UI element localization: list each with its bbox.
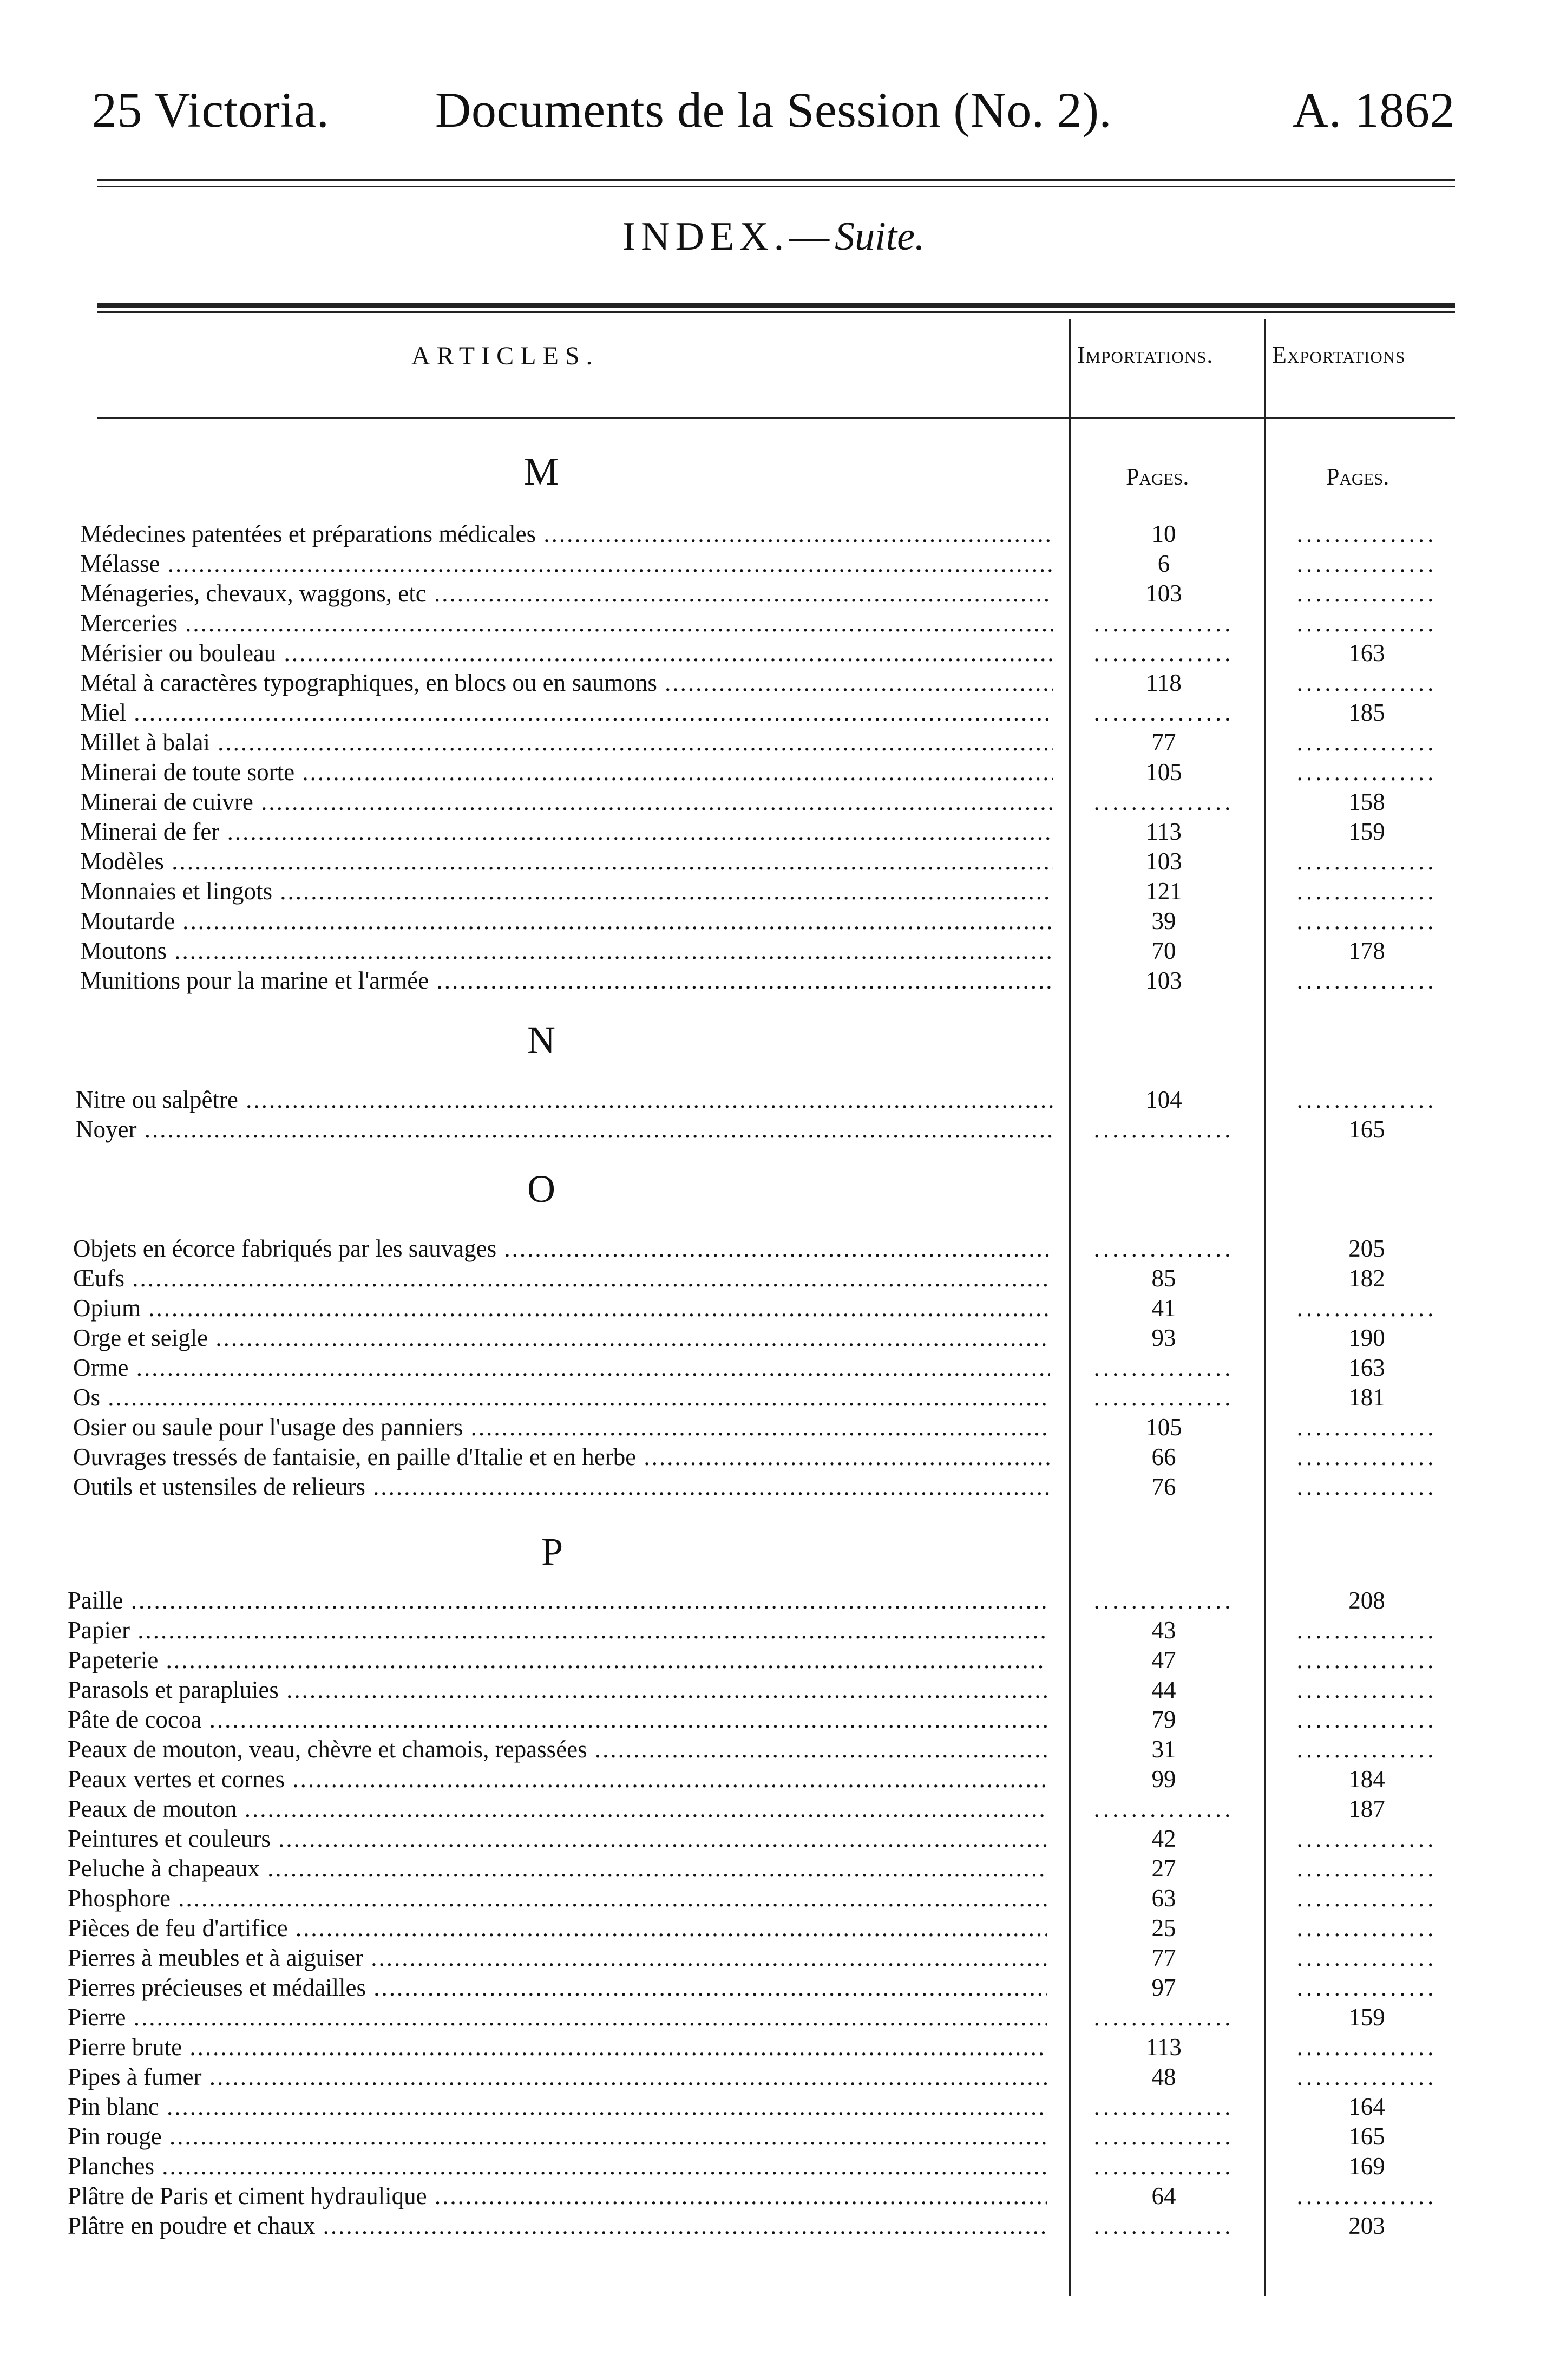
importations-page: 76 bbox=[1151, 1473, 1176, 1500]
index-entry bbox=[68, 2063, 1047, 2093]
header-right: A. 1862 bbox=[1293, 82, 1455, 138]
index-entry bbox=[73, 1473, 1050, 1503]
importations-page: 121 bbox=[1145, 878, 1182, 905]
entry-name: Parasols et parapluies ..... bbox=[68, 1676, 1047, 1704]
index-entry bbox=[80, 788, 1053, 818]
entry-name: Orge et seigle ..... bbox=[73, 1324, 1050, 1352]
entry-name: Pin rouge ..... bbox=[68, 2122, 1047, 2150]
importations-page: ............... bbox=[1093, 1384, 1234, 1411]
exportations-page: ............... bbox=[1296, 2063, 1437, 2090]
importations-page: 63 bbox=[1151, 1885, 1176, 1912]
importations-page: ............... bbox=[1093, 699, 1234, 726]
exportations-page: ............... bbox=[1296, 1736, 1437, 1763]
index-entry bbox=[68, 1973, 1047, 2004]
importations-page: 25 bbox=[1151, 1914, 1176, 1941]
entry-name: Nitre ou salpêtre ..... bbox=[76, 1086, 1053, 1114]
entry-name: Os ..... bbox=[73, 1383, 1050, 1411]
exportations-page: ............... bbox=[1296, 1443, 1437, 1470]
exportations-page: ............... bbox=[1296, 1855, 1437, 1882]
entry-name: Osier ou saule pour l'usage des panniers ..... bbox=[73, 1413, 1050, 1441]
exportations-page: 165 bbox=[1348, 1116, 1385, 1143]
index-entry bbox=[68, 2093, 1047, 2123]
importations-page: 113 bbox=[1146, 818, 1182, 845]
index-entry bbox=[68, 1765, 1047, 1795]
exportations-page: ............... bbox=[1296, 1974, 1437, 2001]
entry-name: Minerai de cuivre ..... bbox=[80, 788, 1053, 816]
exportations-page: ............... bbox=[1296, 2182, 1437, 2209]
entry-name: Minerai de toute sorte ..... bbox=[80, 758, 1053, 786]
importations-page: 93 bbox=[1151, 1324, 1176, 1351]
importations-page: 85 bbox=[1151, 1265, 1176, 1292]
col-head-exportations: Exportations bbox=[1272, 342, 1406, 368]
importations-page: ............... bbox=[1093, 639, 1234, 666]
index-entry bbox=[73, 1383, 1050, 1414]
entry-name: Pierres à meubles et à aiguiser ..... bbox=[68, 1944, 1047, 1972]
entry-name: Pin blanc ..... bbox=[68, 2093, 1047, 2121]
index-entry bbox=[68, 1705, 1047, 1736]
header-center: Documents de la Session (No. 2). bbox=[435, 82, 1112, 138]
index-entry bbox=[80, 847, 1053, 878]
entry-name: Objets en écorce fabriqués par les sauvages ..... bbox=[73, 1234, 1050, 1263]
entry-name: Millet à balai ..... bbox=[80, 728, 1053, 756]
index-title-main: INDEX.— bbox=[622, 214, 835, 259]
index-entry bbox=[68, 2122, 1047, 2153]
index-entry bbox=[68, 1944, 1047, 1974]
exportations-page: ............... bbox=[1296, 967, 1437, 994]
index-entry bbox=[80, 639, 1053, 669]
importations-page: 77 bbox=[1151, 729, 1176, 756]
importations-page: 99 bbox=[1151, 1766, 1176, 1793]
entry-name: Pierre brute ..... bbox=[68, 2033, 1047, 2061]
header-left: 25 Victoria. bbox=[92, 82, 330, 138]
exportations-page: 208 bbox=[1348, 1587, 1385, 1614]
exportations-page: 159 bbox=[1348, 818, 1385, 845]
title-rule-top bbox=[97, 303, 1455, 308]
importations-page: 105 bbox=[1145, 759, 1182, 786]
index-entry bbox=[68, 1795, 1047, 1825]
exportations-page: ............... bbox=[1296, 1294, 1437, 1322]
importations-page: 113 bbox=[1146, 2034, 1182, 2061]
exportations-page: 169 bbox=[1348, 2153, 1385, 2180]
section-letter: O bbox=[527, 1167, 555, 1211]
exportations-page: ............... bbox=[1296, 907, 1437, 934]
entry-name: Peluche à chapeaux ..... bbox=[68, 1854, 1047, 1882]
entry-name: Ménageries, chevaux, waggons, etc ..... bbox=[80, 579, 1053, 607]
exportations-column-rule bbox=[1264, 319, 1266, 2296]
index-entry bbox=[68, 2212, 1047, 2242]
index-entry bbox=[68, 2033, 1047, 2063]
importations-page: ............... bbox=[1093, 2123, 1234, 2150]
exportations-page: 165 bbox=[1348, 2123, 1385, 2150]
importations-page: 103 bbox=[1145, 580, 1182, 607]
exportations-page: ............... bbox=[1296, 848, 1437, 875]
pages-head-importations: Pages. bbox=[1126, 463, 1189, 490]
importations-page: 70 bbox=[1151, 937, 1176, 964]
exportations-page: ............... bbox=[1296, 1914, 1437, 1941]
exportations-page: 185 bbox=[1348, 699, 1385, 726]
importations-page: 47 bbox=[1151, 1646, 1176, 1673]
index-entry bbox=[68, 1646, 1047, 1676]
index-entry bbox=[80, 937, 1053, 967]
importations-page: 77 bbox=[1151, 1944, 1176, 1971]
entry-name: Merceries ..... bbox=[80, 609, 1053, 637]
exportations-page: ............... bbox=[1296, 1944, 1437, 1971]
entry-name: Miel ..... bbox=[80, 698, 1053, 727]
index-entry bbox=[80, 818, 1053, 848]
exportations-page: ............... bbox=[1296, 610, 1437, 637]
importations-page: ............... bbox=[1093, 788, 1234, 815]
entry-name: Mérisier ou bouleau ..... bbox=[80, 639, 1053, 667]
index-entry bbox=[80, 520, 1053, 550]
importations-page: 118 bbox=[1146, 669, 1182, 696]
index-entry bbox=[68, 2152, 1047, 2182]
importations-page: 104 bbox=[1145, 1086, 1182, 1113]
section-letter: N bbox=[527, 1018, 555, 1062]
exportations-page: 187 bbox=[1348, 1795, 1385, 1822]
entry-name: Moutons ..... bbox=[80, 937, 1053, 965]
importations-page: 10 bbox=[1151, 520, 1176, 547]
importations-page: 27 bbox=[1151, 1855, 1176, 1882]
exportations-page: ............... bbox=[1296, 520, 1437, 547]
entry-name: Opium ..... bbox=[73, 1294, 1050, 1322]
exportations-page: 184 bbox=[1348, 1766, 1385, 1793]
col-head-rule bbox=[97, 417, 1455, 419]
index-entry bbox=[68, 1586, 1047, 1617]
importations-page: 42 bbox=[1151, 1825, 1176, 1852]
index-entry bbox=[80, 877, 1053, 907]
importations-page: 43 bbox=[1151, 1617, 1176, 1644]
entry-name: Minerai de fer ..... bbox=[80, 818, 1053, 846]
exportations-page: ............... bbox=[1296, 878, 1437, 905]
exportations-page: ............... bbox=[1296, 1473, 1437, 1500]
importations-page: ............... bbox=[1093, 610, 1234, 637]
index-entry bbox=[80, 698, 1053, 729]
entry-name: Phosphore ..... bbox=[68, 1884, 1047, 1912]
entry-name: Mélasse ..... bbox=[80, 550, 1053, 578]
exportations-page: ............... bbox=[1296, 1885, 1437, 1912]
entry-name: Monnaies et lingots ..... bbox=[80, 877, 1053, 905]
index-entry bbox=[68, 1825, 1047, 1855]
header-rule-bottom bbox=[97, 186, 1455, 187]
entry-name: Peaux vertes et cornes ..... bbox=[68, 1765, 1047, 1793]
index-entry bbox=[73, 1354, 1050, 1384]
exportations-page: ............... bbox=[1296, 759, 1437, 786]
exportations-page: 205 bbox=[1348, 1235, 1385, 1262]
importations-page: 41 bbox=[1151, 1294, 1176, 1322]
index-entry bbox=[68, 1914, 1047, 1944]
entry-name: Métal à caractères typographiques, en blocs ou en saumons ..... bbox=[80, 669, 1053, 697]
importations-page: ............... bbox=[1093, 1235, 1234, 1262]
entry-name: Orme ..... bbox=[73, 1354, 1050, 1382]
importations-page: 48 bbox=[1151, 2063, 1176, 2090]
exportations-page: 178 bbox=[1348, 937, 1385, 964]
entry-name: Plâtre en poudre et chaux ..... bbox=[68, 2212, 1047, 2240]
importations-page: 105 bbox=[1145, 1414, 1182, 1441]
entry-name: Pièces de feu d'artifice ..... bbox=[68, 1914, 1047, 1942]
entry-name: Ouvrages tressés de fantaisie, en paille d'Italie et en herbe ..... bbox=[73, 1443, 1050, 1471]
title-rule-bottom bbox=[97, 311, 1455, 313]
entry-name: Papier ..... bbox=[68, 1616, 1047, 1644]
index-entry bbox=[73, 1413, 1050, 1443]
importations-page: 31 bbox=[1151, 1736, 1176, 1763]
entry-name: Outils et ustensiles de relieurs ..... bbox=[73, 1473, 1050, 1501]
index-entry bbox=[80, 966, 1053, 997]
index-entry bbox=[68, 2003, 1047, 2034]
pages-head-exportations: Pages. bbox=[1326, 463, 1389, 490]
entry-name: Œufs ..... bbox=[73, 1264, 1050, 1292]
importations-page: ............... bbox=[1093, 1587, 1234, 1614]
section-letter: P bbox=[541, 1530, 563, 1573]
index-entry bbox=[80, 907, 1053, 937]
index-entry bbox=[73, 1324, 1050, 1354]
index-entry bbox=[80, 758, 1053, 788]
entry-name: Peaux de mouton, veau, chèvre et chamois, repassées ..... bbox=[68, 1735, 1047, 1763]
importations-page: 44 bbox=[1151, 1676, 1176, 1703]
index-entry bbox=[68, 1735, 1047, 1766]
importations-page: 39 bbox=[1151, 907, 1176, 934]
col-head-importations: Importations. bbox=[1077, 342, 1214, 368]
exportations-page: ............... bbox=[1296, 2034, 1437, 2061]
entry-name: Munitions pour la marine et l'armée ..... bbox=[80, 966, 1053, 995]
index-entry bbox=[68, 1884, 1047, 1914]
exportations-page: 190 bbox=[1348, 1324, 1385, 1351]
exportations-page: ............... bbox=[1296, 1086, 1437, 1113]
index-entry bbox=[73, 1264, 1050, 1294]
entry-name: Noyer ..... bbox=[76, 1115, 1053, 1143]
index-entry bbox=[80, 579, 1053, 610]
index-entry bbox=[73, 1294, 1050, 1324]
index-entry bbox=[76, 1086, 1053, 1116]
entry-name: Plâtre de Paris et ciment hydraulique ..... bbox=[68, 2182, 1047, 2210]
importations-page: 6 bbox=[1157, 550, 1170, 577]
exportations-page: ............... bbox=[1296, 1646, 1437, 1673]
importations-page: ............... bbox=[1093, 1116, 1234, 1143]
index-entry bbox=[80, 728, 1053, 759]
running-head bbox=[92, 81, 1455, 141]
importations-page: ............... bbox=[1093, 2153, 1234, 2180]
entry-name: Peaux de mouton ..... bbox=[68, 1795, 1047, 1823]
entry-name: Paille ..... bbox=[68, 1586, 1047, 1614]
index-entry bbox=[68, 1616, 1047, 1646]
entry-name: Modèles ..... bbox=[80, 847, 1053, 875]
exportations-page: ............... bbox=[1296, 1676, 1437, 1703]
entry-name: Médecines patentées et préparations médicales ..... bbox=[80, 520, 1053, 548]
importations-page: ............... bbox=[1093, 2212, 1234, 2239]
entry-name: Papeterie ..... bbox=[68, 1646, 1047, 1674]
importations-column-rule bbox=[1069, 319, 1071, 2296]
exportations-page: ............... bbox=[1296, 550, 1437, 577]
exportations-page: ............... bbox=[1296, 1706, 1437, 1733]
index-entry bbox=[80, 669, 1053, 699]
exportations-page: ............... bbox=[1296, 1825, 1437, 1852]
col-head-articles: ARTICLES. bbox=[411, 342, 599, 370]
exportations-page: ............... bbox=[1296, 580, 1437, 607]
importations-page: 66 bbox=[1151, 1443, 1176, 1470]
index-entry bbox=[80, 609, 1053, 639]
importations-page: ............... bbox=[1093, 1795, 1234, 1822]
exportations-page: ............... bbox=[1296, 1414, 1437, 1441]
exportations-page: 163 bbox=[1348, 1354, 1385, 1381]
importations-page: 103 bbox=[1145, 967, 1182, 994]
exportations-page: 203 bbox=[1348, 2212, 1385, 2239]
entry-name: Pierres précieuses et médailles ..... bbox=[68, 1973, 1047, 2002]
exportations-page: 182 bbox=[1348, 1265, 1385, 1292]
exportations-page: 159 bbox=[1348, 2004, 1385, 2031]
importations-page: 103 bbox=[1145, 848, 1182, 875]
index-title-suite: Suite. bbox=[835, 214, 925, 259]
index-title bbox=[0, 214, 1547, 260]
index-entry bbox=[68, 2182, 1047, 2212]
index-entry bbox=[76, 1115, 1053, 1146]
entry-name: Pierre ..... bbox=[68, 2003, 1047, 2031]
exportations-page: ............... bbox=[1296, 669, 1437, 696]
index-entry bbox=[80, 550, 1053, 580]
entry-name: Pâte de cocoa ..... bbox=[68, 1705, 1047, 1734]
entry-name: Pipes à fumer ..... bbox=[68, 2063, 1047, 2091]
index-entry bbox=[68, 1676, 1047, 1706]
importations-page: ............... bbox=[1093, 2004, 1234, 2031]
exportations-page: ............... bbox=[1296, 729, 1437, 756]
exportations-page: 163 bbox=[1348, 639, 1385, 666]
index-entry bbox=[68, 1854, 1047, 1885]
header-rule-top bbox=[97, 179, 1455, 181]
importations-page: ............... bbox=[1093, 2093, 1234, 2120]
section-letter: M bbox=[523, 450, 559, 493]
importations-page: 64 bbox=[1151, 2182, 1176, 2209]
index-entry bbox=[73, 1234, 1050, 1265]
importations-page: 97 bbox=[1151, 1974, 1176, 2001]
exportations-page: 181 bbox=[1348, 1384, 1385, 1411]
entry-name: Peintures et couleurs ..... bbox=[68, 1825, 1047, 1853]
importations-page: ............... bbox=[1093, 1354, 1234, 1381]
index-entry bbox=[73, 1443, 1050, 1473]
entry-name: Planches ..... bbox=[68, 2152, 1047, 2180]
exportations-page: 158 bbox=[1348, 788, 1385, 815]
entry-name: Moutarde ..... bbox=[80, 907, 1053, 935]
exportations-page: ............... bbox=[1296, 1617, 1437, 1644]
importations-page: 79 bbox=[1151, 1706, 1176, 1733]
exportations-page: 164 bbox=[1348, 2093, 1385, 2120]
